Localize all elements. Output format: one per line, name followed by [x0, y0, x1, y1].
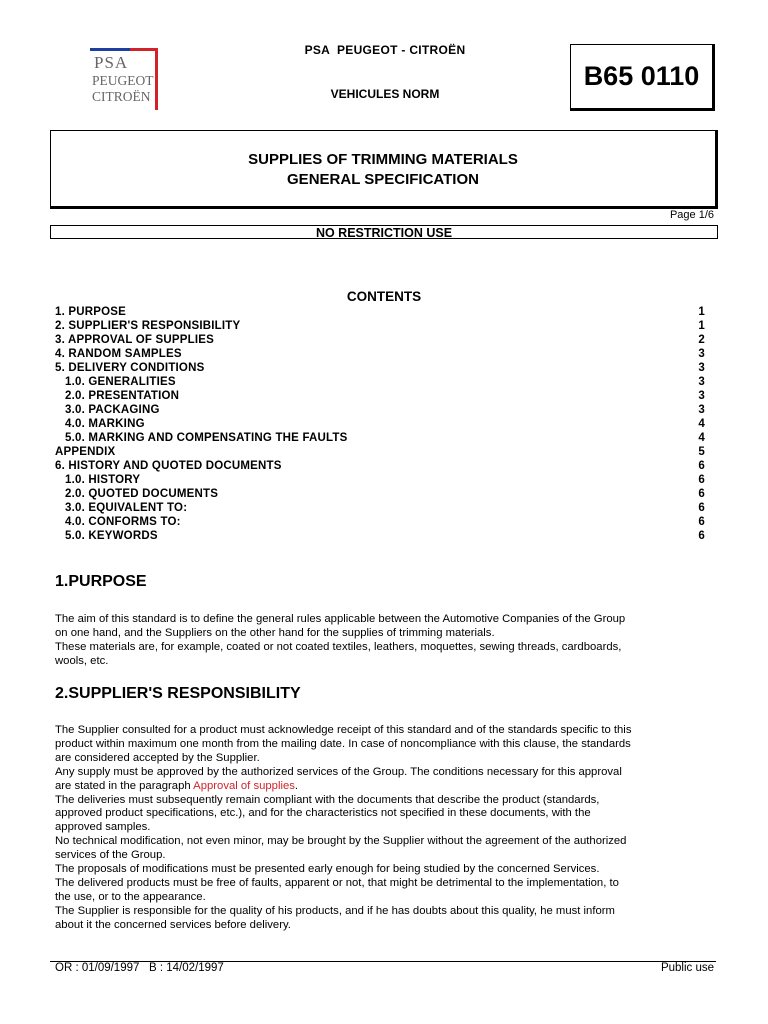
toc-subitem[interactable]: [55, 389, 705, 403]
toc-item-label: 3.0. PACKAGING: [65, 404, 160, 416]
toc-item-label: APPENDIX: [55, 446, 116, 458]
toc-subitem[interactable]: [55, 501, 705, 515]
text-line: approved product specifications, etc.), and for the characteristics not specified in these documents, with the: [55, 807, 591, 820]
toc-item[interactable]: [55, 319, 705, 333]
company-name: PSA PEUGEOT - CITROËN: [304, 43, 466, 57]
toc-item-label: 5.0. KEYWORDS: [65, 530, 158, 542]
toc-item[interactable]: [55, 361, 705, 375]
toc-item-label: 2.0. PRESENTATION: [65, 390, 180, 402]
toc-item-label: 4. RANDOM SAMPLES: [55, 348, 182, 360]
contents-heading: CONTENTS: [346, 289, 422, 304]
table-of-contents: [55, 305, 705, 543]
document-title-box: [50, 130, 718, 209]
logo-text-citroen: CITROËN: [92, 89, 151, 104]
toc-item-page: 3: [698, 362, 705, 374]
logo-blue-bar: [90, 48, 130, 51]
text-line: are considered accepted by the Supplier.: [55, 751, 260, 764]
toc-item-label: 1.0. HISTORY: [65, 474, 141, 486]
text-line: No technical modification, not even minor, may be brought by the Supplier without the agreement of the authorized: [55, 835, 627, 848]
toc-item-page: 3: [698, 390, 705, 402]
section-heading-responsibility: 2.SUPPLIER'S RESPONSIBILITY: [55, 685, 301, 702]
toc-item-page: 6: [698, 502, 705, 514]
toc-item-label: 1. PURPOSE: [55, 306, 127, 318]
text-line: The proposals of modifications must be presented early enough for being studied by the concerned Services.: [55, 863, 600, 876]
toc-subitem[interactable]: [55, 403, 705, 417]
toc-item-page: 6: [698, 474, 705, 486]
document-title-line-1: SUPPLIES OF TRIMMING MATERIALS: [248, 151, 518, 168]
toc-item-label: 6. HISTORY AND QUOTED DOCUMENTS: [55, 460, 282, 472]
toc-item-label: 2. SUPPLIER'S RESPONSIBILITY: [55, 320, 241, 332]
toc-item-label: 5. DELIVERY CONDITIONS: [55, 362, 205, 374]
toc-subitem[interactable]: [55, 417, 705, 431]
toc-item-page: 6: [698, 516, 705, 528]
toc-item-label: 4.0. CONFORMS TO:: [65, 516, 181, 528]
text-line: These materials are, for example, coated or not coated textiles, leathers, moquettes, sewing threads, cardboards,: [55, 640, 622, 653]
text-line: The Supplier is responsible for the quality of his products, and if he has doubts about this quality, he must inform: [55, 904, 615, 917]
toc-item-label: 5.0. MARKING AND COMPENSATING THE FAULTS: [65, 432, 348, 444]
responsibility-paragraph: [55, 724, 715, 933]
toc-item-page: 5: [698, 446, 705, 458]
link-suffix: .: [294, 779, 299, 792]
toc-item[interactable]: [55, 305, 705, 319]
toc-item-page: 1: [698, 320, 705, 332]
toc-item-page: 4: [698, 432, 705, 444]
section-heading-purpose: 1.PURPOSE: [55, 573, 147, 590]
toc-item-label: 2.0. QUOTED DOCUMENTS: [65, 488, 219, 500]
text-line: The deliveries must subsequently remain compliant with the documents that describe the product (standards,: [55, 793, 600, 806]
logo-text-peugeot: PEUGEOT: [92, 73, 154, 88]
toc-item-label: 4.0. MARKING: [65, 418, 145, 430]
logo-red-bar: [130, 48, 158, 51]
document-title-line-2: GENERAL SPECIFICATION: [287, 171, 479, 188]
toc-item-page: 1: [698, 306, 705, 318]
toc-item-page: 6: [698, 460, 705, 472]
toc-item-page: 3: [698, 376, 705, 388]
toc-item-label: 3.0. EQUIVALENT TO:: [65, 502, 188, 514]
text-line: product within maximum one month from the mailing date. In case of noncompliance with this clause, the standards: [55, 737, 631, 750]
text-line: approved samples.: [55, 821, 151, 834]
text-line: wools, etc.: [55, 654, 109, 667]
toc-item-page: 4: [698, 418, 705, 430]
text-line: about it the concerned services before delivery.: [55, 918, 291, 931]
toc-subitem[interactable]: [55, 375, 705, 389]
logo-text-psa: PSA: [94, 53, 129, 72]
toc-item-page: 6: [698, 488, 705, 500]
text-line: the use, or to the appearance.: [55, 890, 206, 903]
document-number-box: [570, 44, 715, 111]
text-line: The Supplier consulted for a product must acknowledge receipt of this standard and of the standards specific to this: [55, 724, 632, 736]
logo-red-side-bar: [155, 48, 158, 110]
toc-item[interactable]: [55, 459, 705, 473]
footer-dates: OR : 01/09/1997 B : 14/02/1997: [55, 962, 224, 974]
link-prefix: are stated in the paragraph: [55, 779, 194, 792]
toc-item-page: 6: [698, 530, 705, 542]
toc-item[interactable]: [55, 333, 705, 347]
toc-item-page: 3: [698, 404, 705, 416]
toc-subitem[interactable]: [55, 431, 705, 445]
text-line: services of the Group.: [55, 849, 166, 862]
toc-subitem[interactable]: [55, 473, 705, 487]
document-number: B65 0110: [583, 61, 700, 91]
toc-subitem[interactable]: [55, 515, 705, 529]
toc-item-label: 3. APPROVAL OF SUPPLIES: [55, 334, 215, 346]
text-line: The delivered products must be free of faults, apparent or not, that might be detrimental to the implementation, to: [55, 876, 619, 889]
toc-item-label: 1.0. GENERALITIES: [65, 376, 176, 388]
toc-item-page: 3: [698, 348, 705, 360]
toc-subitem[interactable]: [55, 487, 705, 501]
text-line: Any supply must be approved by the authorized services of the Group. The conditions necessary for this approval: [55, 765, 622, 778]
approval-of-supplies-link[interactable]: Approval of supplies: [193, 779, 295, 792]
norm-type: VEHICULES NORM: [330, 87, 440, 101]
psa-logo: [90, 48, 158, 110]
page-indicator: Page 1/6: [669, 209, 714, 221]
footer-classification: Public use: [660, 962, 714, 974]
text-line-with-link: [55, 780, 715, 794]
toc-subitem[interactable]: [55, 529, 705, 543]
text-line: on one hand, and the Suppliers on the other hand for the supplies of trimming materials.: [55, 626, 495, 639]
text-line: The aim of this standard is to define the general rules applicable between the Automotive Companies of the Group: [55, 613, 626, 625]
purpose-paragraph: [55, 613, 715, 669]
restriction-box: [50, 225, 718, 239]
restriction-label: NO RESTRICTION USE: [315, 226, 453, 239]
toc-item[interactable]: [55, 445, 705, 459]
toc-item[interactable]: [55, 347, 705, 361]
toc-item-page: 2: [698, 334, 705, 346]
